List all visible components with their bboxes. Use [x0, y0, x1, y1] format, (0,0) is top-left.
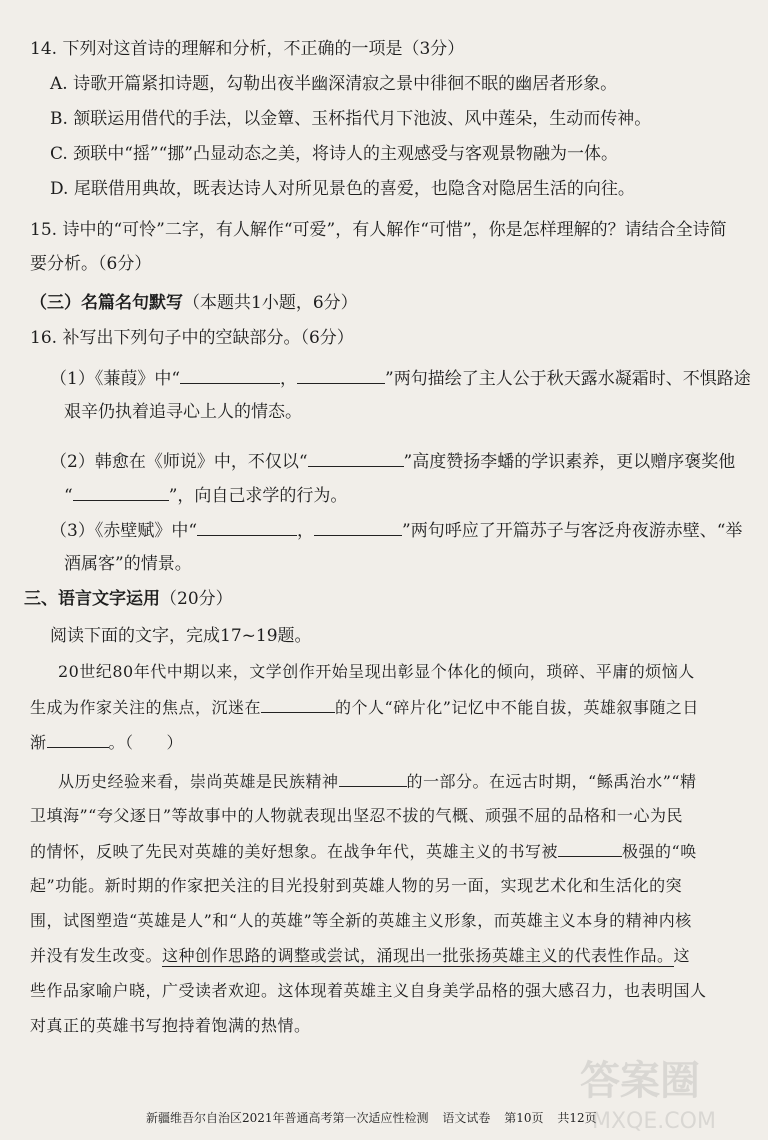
- q16-part3: [50, 519, 742, 542]
- passage-line-8: 围，试图塑造“英雄是人”和“人的英雄”等全新的英雄主义形象，而英雄主义本身的精神内核: [30, 911, 692, 930]
- blank-2[interactable]: [297, 367, 385, 384]
- blank-1[interactable]: [180, 367, 280, 384]
- passage-line-5: 卫填海”“夸父逐日”等故事中的人物就表现出坚忍不拔的气概、顽强不屈的品格和一心为民: [30, 806, 684, 825]
- q16-stem: 16. 补写出下列句子中的空缺部分。（6分）: [30, 328, 354, 348]
- page-footer: [146, 1109, 607, 1126]
- part-heading-language: [24, 588, 233, 610]
- q16-p1-text-b: ，: [280, 369, 298, 389]
- watermark-logo-text: 答案圈: [580, 1058, 700, 1104]
- footer-subject: 语文试卷: [442, 1111, 491, 1125]
- q14-option-b: B. 颔联运用借代的手法，以金簟、玉杯指代月下池波、风中莲朵，生动而传神。: [50, 109, 652, 129]
- part-title: 三、语言文字运用: [24, 589, 160, 609]
- blank-6[interactable]: [314, 519, 402, 536]
- blank-4[interactable]: [73, 484, 169, 501]
- blank-a[interactable]: [261, 696, 335, 713]
- section-title: （三）名篇名句默写: [30, 293, 183, 313]
- q15-line1: 15. 诗中的“可怜”二字，有人解作“可爱”，有人解作“可惜”，你是怎样理解的？请结合全诗简: [30, 220, 727, 240]
- section-note: （本题共1小题，6分）: [183, 293, 358, 313]
- watermark-logo-icon: [572, 1046, 762, 1136]
- blank-c[interactable]: [339, 770, 407, 787]
- passage-text: 渐: [30, 733, 47, 752]
- q16-p1-text-a: （1）《蒹葭》中“: [50, 369, 181, 389]
- blank-d[interactable]: [558, 840, 622, 857]
- footer-total-pages: 共12页: [557, 1111, 597, 1125]
- passage-line-9: [30, 945, 690, 967]
- q16-part2: [50, 450, 735, 473]
- q16-p1-text-c: ”两句描绘了主人公于秋天露水凝霜时、不惧路途: [385, 369, 751, 389]
- passage-line-10: 些作品家喻户晓，广受读者欢迎。这体现着英雄主义自身美学品格的强大感召力，也表明国人: [30, 981, 707, 1000]
- passage-text: 的个人“碎片化”记忆中不能自拔，英雄叙事随之日: [335, 698, 699, 717]
- passage-text: 生成为作家关注的焦点，沉迷在: [30, 698, 262, 717]
- passage-line-1: 20世纪80年代中期以来，文学创作开始呈现出彰显个体化的倾向，琐碎、平庸的烦恼人: [58, 662, 695, 681]
- underlined-sentence: 这种创作思路的调整或尝试，涌现出一批张扬英雄主义的代表性作品。: [162, 946, 674, 965]
- q16-p3-text-b: ，: [297, 521, 315, 541]
- q16-p2-text-b: ”高度赞扬李蟠的学识素养，更以赠序褒奖他: [403, 452, 736, 472]
- reading-intro: 阅读下面的文字，完成17~19题。: [50, 626, 312, 646]
- passage-text: 并没有发生改变。: [30, 946, 163, 965]
- q15-line2: 要分析。（6分）: [30, 254, 152, 274]
- footer-page-number: 第10页: [504, 1111, 544, 1125]
- q16-part2-cont: [64, 484, 347, 507]
- q16-p3-text-a: （3）《赤壁赋》中“: [50, 521, 198, 541]
- passage-text: 这: [673, 946, 691, 965]
- q16-p2-text-d: ”，向自己求学的行为。: [168, 486, 348, 506]
- q14-option-d: D. 尾联借用典故，既表达诗人对所见景色的喜爱，也隐含对隐居生活的向往。: [50, 179, 635, 199]
- blank-3[interactable]: [308, 450, 404, 467]
- q14-stem: 14. 下列对这首诗的理解和分析，不正确的一项是（3分）: [30, 39, 465, 59]
- q16-p2-text-a: （2）韩愈在《师说》中，不仅以“: [50, 452, 308, 472]
- passage-text: 极强的“唤: [622, 842, 697, 861]
- q16-part3-cont: 酒属客”的情景。: [64, 554, 192, 574]
- q14-option-a: A. 诗歌开篇紧扣诗题，勾勒出夜半幽深清寂之景中徘徊不眠的幽居者形象。: [50, 74, 618, 94]
- passage-text: 的情怀，反映了先民对英雄的美好想象。在战争年代，英雄主义的书写被: [30, 842, 559, 861]
- part-note: （20分）: [160, 589, 233, 609]
- passage-line-11: 对真正的英雄书写抱持着饱满的热情。: [30, 1016, 311, 1035]
- watermark-site-text: MXQE.COM: [592, 1109, 716, 1134]
- section-heading-recitation: [30, 292, 358, 314]
- passage-line-7: 起”功能。新时期的作家把关注的目光投射到英雄人物的另一面，实现艺术化和生活化的突: [30, 876, 683, 895]
- passage-text: 。（ ）: [108, 733, 184, 752]
- passage-text: 从历史经验来看，崇尚英雄是民族精神: [58, 772, 339, 791]
- blank-5[interactable]: [197, 519, 297, 536]
- q16-part1: [50, 367, 751, 390]
- passage-line-3: [30, 731, 183, 754]
- passage-line-2: [30, 696, 699, 719]
- blank-b[interactable]: [47, 731, 109, 748]
- q16-part1-cont: 艰辛仍执着追寻心上人的情态。: [64, 402, 302, 422]
- q14-option-c: C. 颈联中“摇”“挪”凸显动态之美，将诗人的主观感受与客观景物融为一体。: [50, 144, 618, 164]
- passage-line-6: [30, 840, 697, 863]
- footer-exam-title: 新疆维吾尔自治区2021年普通高考第一次适应性检测: [146, 1111, 429, 1125]
- q16-p2-text-c: “: [64, 486, 73, 506]
- q16-p3-text-c: ”两句呼应了开篇苏子与客泛舟夜游赤壁、“举: [402, 521, 743, 541]
- passage-text: 的一部分。在远古时期，“鲧禹治水”“精: [406, 772, 697, 791]
- passage-line-4: [58, 770, 697, 793]
